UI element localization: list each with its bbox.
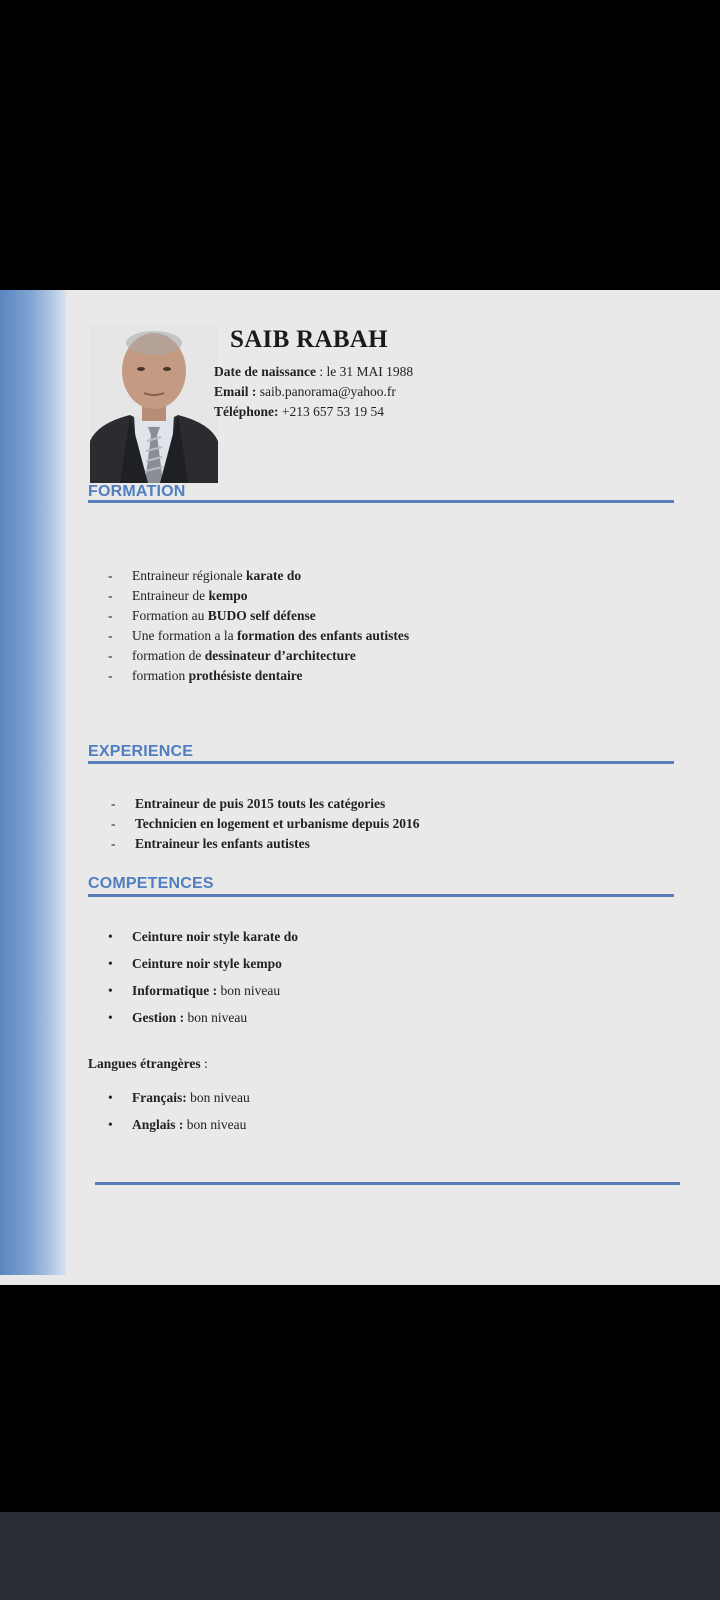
item-text: formation — [132, 668, 189, 683]
item-text: Formation au — [132, 608, 208, 623]
item-text: bon niveau — [183, 1117, 247, 1132]
system-navigation-bar — [0, 1512, 720, 1600]
competences-rule — [88, 894, 674, 897]
birth-date-label: Date de naissance — [214, 364, 316, 379]
phone-line — [214, 404, 384, 420]
item-bold-text: Anglais : — [132, 1117, 184, 1132]
birth-date-line — [214, 364, 413, 380]
item-bold-text: Entraineur les enfants autistes — [135, 836, 310, 851]
item-text: Entraineur régionale — [132, 568, 246, 583]
list-marker: - — [108, 648, 113, 663]
list-item — [108, 586, 409, 606]
languages-list — [108, 1084, 250, 1138]
list-item — [108, 646, 409, 666]
item-bold-text: dessinateur d’architecture — [204, 648, 356, 663]
item-text: formation de — [132, 648, 205, 663]
list-item — [108, 626, 410, 646]
languages-title-bold: Langues étrangères — [88, 1056, 201, 1071]
email-label: Email : — [214, 384, 257, 399]
bullet-marker: • — [108, 1117, 113, 1132]
list-marker: - — [111, 816, 116, 831]
list-item — [108, 606, 409, 626]
item-bold-text: kempo — [208, 588, 248, 603]
email-value: saib.panorama@yahoo.fr — [256, 384, 396, 399]
bullet-marker: • — [108, 956, 113, 971]
list-marker: - — [111, 796, 116, 811]
languages-title — [88, 1056, 208, 1072]
competences-list — [108, 923, 298, 1031]
item-text: bon niveau — [217, 983, 281, 998]
candidate-name: SAIB RABAH — [230, 326, 388, 353]
item-bold-text: Gestion : — [132, 1010, 185, 1025]
item-bold-text: Informatique : — [132, 983, 218, 998]
birth-date-value: : le 31 MAI 1988 — [316, 364, 414, 379]
list-item — [111, 814, 420, 834]
list-item — [108, 977, 298, 1004]
bullet-marker: • — [108, 983, 113, 998]
formation-rule — [88, 500, 674, 503]
item-bold-text: formation des enfants autistes — [236, 628, 410, 643]
competences-title: COMPETENCES — [88, 875, 214, 892]
list-item — [108, 1111, 250, 1138]
item-text: bon niveau — [184, 1010, 248, 1025]
profile-photo — [90, 323, 218, 483]
bullet-marker: • — [108, 1090, 113, 1105]
phone-label: Téléphone: — [214, 404, 279, 419]
item-text: bon niveau — [186, 1090, 250, 1105]
list-item — [108, 1084, 250, 1111]
footer-rule — [95, 1182, 680, 1185]
experience-list — [111, 794, 420, 854]
list-marker: - — [108, 668, 113, 683]
list-marker: - — [108, 608, 113, 623]
formation-title: FORMATION — [88, 483, 186, 500]
email-line — [214, 384, 396, 400]
item-bold-text: BUDO self défense — [207, 608, 316, 623]
list-item — [108, 923, 298, 950]
item-bold-text: prothésiste dentaire — [188, 668, 303, 683]
formation-list — [108, 566, 410, 686]
list-item — [108, 950, 298, 977]
bullet-marker: • — [108, 1010, 113, 1025]
item-bold-text: Français: — [132, 1090, 187, 1105]
list-marker: - — [111, 836, 116, 851]
languages-title-rest: : — [200, 1056, 208, 1071]
list-item — [108, 666, 409, 686]
item-text: Une formation a la — [132, 628, 237, 643]
list-item — [111, 794, 420, 814]
item-bold-text: Technicien en logement et urbanisme depuis 2016 — [135, 816, 420, 831]
cv-document — [0, 290, 720, 1285]
item-text: Entraineur de — [132, 588, 209, 603]
phone-value: +213 657 53 19 54 — [278, 404, 385, 419]
item-bold-text: Entraineur de puis 2015 touts les catégories — [135, 796, 386, 811]
bullet-marker: • — [108, 929, 113, 944]
experience-title: EXPERIENCE — [88, 743, 194, 760]
list-marker: - — [108, 568, 113, 583]
list-marker: - — [108, 628, 113, 643]
item-bold-text: Ceinture noir style karate do — [132, 929, 298, 944]
list-item — [108, 566, 409, 586]
item-bold-text: karate do — [245, 568, 302, 583]
list-item — [108, 1004, 298, 1031]
item-bold-text: Ceinture noir style kempo — [132, 956, 282, 971]
list-marker: - — [108, 588, 113, 603]
experience-rule — [88, 761, 674, 764]
list-item — [111, 834, 420, 854]
side-gradient-stripe — [0, 290, 66, 1275]
